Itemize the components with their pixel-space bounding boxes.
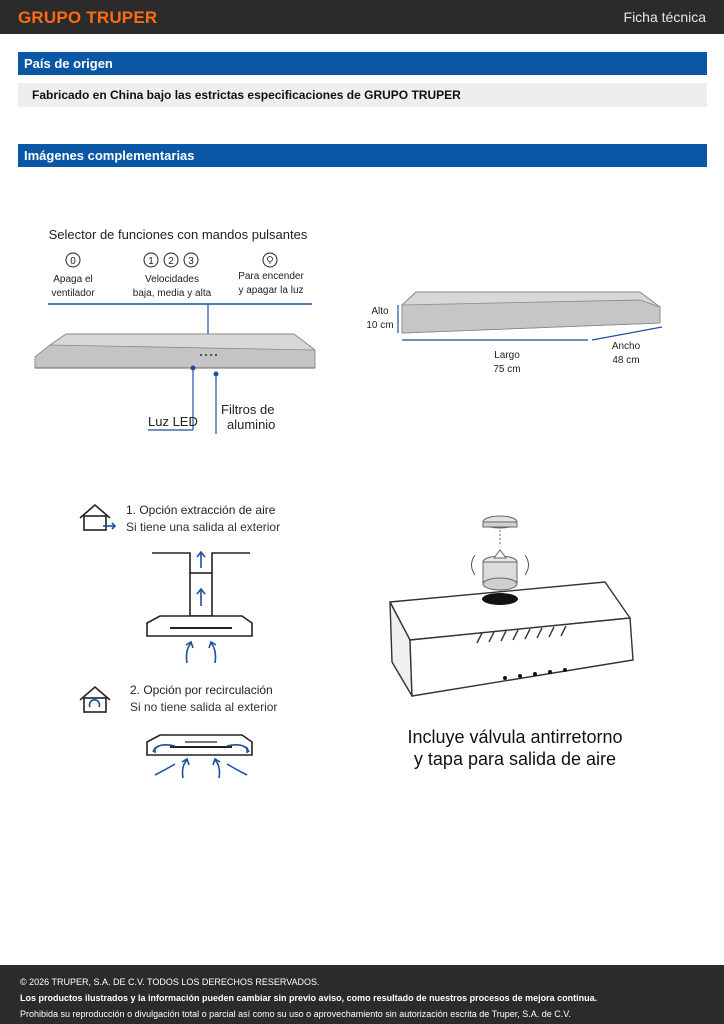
option2-description: Si no tiene salida al exterior xyxy=(130,700,278,714)
origin-section-title: País de origen xyxy=(18,52,707,75)
footer-disclaimer: Los productos ilustrados y la información pueden cambiar sin previo aviso, como resultado de nuestros procesos de mejora continua. xyxy=(20,993,598,1003)
svg-text:0: 0 xyxy=(70,256,76,267)
house-exit-icon xyxy=(80,505,115,530)
width-value: 48 cm xyxy=(612,355,640,366)
svg-text:2: 2 xyxy=(168,256,174,267)
air-outlet-cover xyxy=(483,516,517,528)
extraction-hood-illustration xyxy=(147,553,252,636)
off-label-line2: ventilador xyxy=(51,288,95,299)
led-label: Luz LED xyxy=(148,414,198,429)
option1-title: 1. Opción extracción de aire xyxy=(126,503,276,517)
valve-caption-line2: y tapa para salida de aire xyxy=(413,749,617,769)
images-section-title: Imágenes complementarias xyxy=(18,144,707,167)
valve-illustration xyxy=(380,510,650,770)
filter-label-line2: aluminio xyxy=(227,417,276,432)
height-label: Alto xyxy=(371,306,389,317)
svg-text:3: 3 xyxy=(188,256,194,267)
range-hood-dimension-illustration xyxy=(402,292,660,333)
speed-2-button-icon xyxy=(164,253,178,267)
document-type: Ficha técnica xyxy=(623,9,706,25)
height-value: 10 cm xyxy=(366,320,394,331)
range-hood-illustration xyxy=(35,334,315,368)
length-value: 75 cm xyxy=(493,364,521,375)
speed-label-line1: Velocidades xyxy=(145,274,199,285)
speed-label-line2: baja, media y alta xyxy=(132,288,212,299)
svg-text:1: 1 xyxy=(148,256,154,267)
range-hood-top-view xyxy=(390,582,633,696)
brand-logo: GRUPO TRUPER xyxy=(18,8,158,27)
controls-title: Selector de funciones con mandos pulsantes xyxy=(48,227,308,242)
controls-diagram xyxy=(30,222,330,442)
filter-label-line1: Filtros de xyxy=(221,402,275,417)
option-extraction-diagram xyxy=(75,498,305,673)
off-label-line1: Apaga el xyxy=(53,274,93,285)
light-bulb-icon xyxy=(263,253,277,267)
footer-copyright: © 2026 TRUPER, S.A. DE C.V. TODOS LOS DERECHOS RESERVADOS. xyxy=(20,977,320,987)
footer-prohibition: Prohibida su reproducción o divulgación total o parcial así como su uso o aprovechamiento sin autorización escrita de Truper, S.A. de C.V. xyxy=(20,1009,571,1019)
speed-1-button-icon xyxy=(144,253,158,267)
off-button-icon xyxy=(66,253,80,267)
house-recirculation-icon xyxy=(80,687,110,712)
check-valve xyxy=(483,550,517,590)
length-label: Largo xyxy=(494,350,520,361)
light-label-line2: y apagar la luz xyxy=(238,285,304,296)
speed-3-button-icon xyxy=(184,253,198,267)
valve-caption-line1: Incluye válvula antirretorno xyxy=(407,727,623,747)
option2-title: 2. Opción por recirculación xyxy=(130,683,273,697)
width-label: Ancho xyxy=(611,341,641,352)
dimensions-diagram xyxy=(360,285,670,380)
light-label-line1: Para encender xyxy=(238,271,304,282)
option-recirculation-diagram xyxy=(75,680,305,785)
top-bar xyxy=(0,0,724,34)
origin-text: Fabricado en China bajo las estrictas especificaciones de GRUPO TRUPER xyxy=(18,83,707,107)
option1-description: Si tiene una salida al exterior xyxy=(126,520,281,534)
footer xyxy=(0,965,724,1024)
